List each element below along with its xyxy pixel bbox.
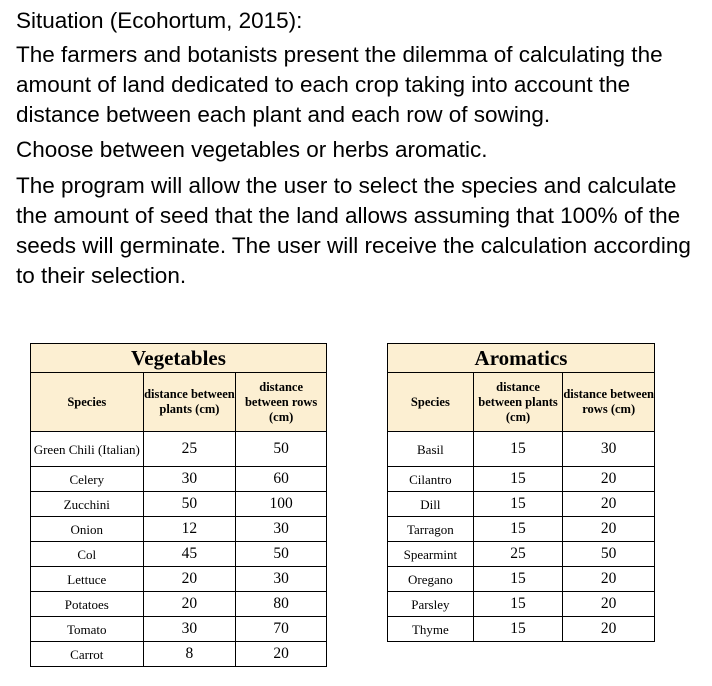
row-distance-cell: 20	[236, 642, 327, 667]
row-distance-cell: 20	[563, 492, 655, 517]
vegetables-table	[30, 343, 327, 667]
plant-distance-cell: 15	[473, 432, 563, 467]
plant-distance-cell: 15	[473, 592, 563, 617]
row-distance-cell: 20	[563, 517, 655, 542]
plant-distance-cell: 30	[143, 467, 236, 492]
species-cell: Green Chili (Italian)	[31, 432, 144, 467]
table-row	[388, 492, 655, 517]
row-distance-cell: 50	[236, 432, 327, 467]
row-distance-cell: 20	[563, 592, 655, 617]
row-distance-cell: 50	[563, 542, 655, 567]
table-row	[31, 592, 327, 617]
plant-distance-cell: 30	[143, 617, 236, 642]
row-distance-cell: 20	[563, 467, 655, 492]
aromatics-header-species: Species	[388, 373, 474, 432]
plant-distance-cell: 15	[473, 517, 563, 542]
table-row	[31, 432, 327, 467]
plant-distance-cell: 20	[143, 592, 236, 617]
plant-distance-cell: 15	[473, 467, 563, 492]
row-distance-cell: 30	[236, 567, 327, 592]
plant-distance-cell: 15	[473, 567, 563, 592]
row-distance-cell: 50	[236, 542, 327, 567]
aromatics-header-plant-distance: distance between plants (cm)	[473, 373, 563, 432]
plant-distance-cell: 45	[143, 542, 236, 567]
plant-distance-cell: 15	[473, 617, 563, 642]
species-cell: Oregano	[388, 567, 474, 592]
species-cell: Tarragon	[388, 517, 474, 542]
species-cell: Tomato	[31, 617, 144, 642]
species-cell: Carrot	[31, 642, 144, 667]
species-cell: Basil	[388, 432, 474, 467]
species-cell: Potatoes	[31, 592, 144, 617]
row-distance-cell: 20	[563, 567, 655, 592]
vegetables-header-row-distance: distance between rows (cm)	[236, 373, 327, 432]
table-row	[31, 642, 327, 667]
table-row	[388, 592, 655, 617]
table-row	[388, 542, 655, 567]
row-distance-cell: 70	[236, 617, 327, 642]
plant-distance-cell: 8	[143, 642, 236, 667]
aromatics-table	[387, 343, 655, 642]
plant-distance-cell: 25	[143, 432, 236, 467]
row-distance-cell: 20	[563, 617, 655, 642]
table-row	[31, 567, 327, 592]
intro-paragraph-program: The program will allow the user to select the species and calculate the amount of seed that the land allows assuming that 100% of the seeds will germinate. The user will receive the calculation according to their selection.	[16, 173, 691, 288]
species-cell: Parsley	[388, 592, 474, 617]
table-row	[388, 432, 655, 467]
situation-heading: Situation (Ecohortum, 2015):	[16, 8, 303, 33]
row-distance-cell: 30	[563, 432, 655, 467]
species-cell: Lettuce	[31, 567, 144, 592]
aromatics-header-row-distance: distance between rows (cm)	[563, 373, 655, 432]
row-distance-cell: 60	[236, 467, 327, 492]
plant-distance-cell: 20	[143, 567, 236, 592]
table-row	[31, 492, 327, 517]
intro-paragraph-dilemma: The farmers and botanists present the dilemma of calculating the amount of land dedicated to each crop taking into account the distance between each plant and each row of sowing.	[16, 42, 663, 127]
species-cell: Dill	[388, 492, 474, 517]
intro-paragraph-choose: Choose between vegetables or herbs aromatic.	[16, 137, 488, 162]
vegetables-title: Vegetables	[31, 344, 327, 373]
table-row	[31, 542, 327, 567]
row-distance-cell: 80	[236, 592, 327, 617]
intro-text	[16, 6, 706, 291]
row-distance-cell: 100	[236, 492, 327, 517]
vegetables-header-plant-distance: distance between plants (cm)	[143, 373, 236, 432]
table-row	[31, 517, 327, 542]
species-cell: Celery	[31, 467, 144, 492]
aromatics-title: Aromatics	[388, 344, 655, 373]
plant-distance-cell: 15	[473, 492, 563, 517]
species-cell: Thyme	[388, 617, 474, 642]
species-cell: Col	[31, 542, 144, 567]
species-cell: Cilantro	[388, 467, 474, 492]
vegetables-header-species: Species	[31, 373, 144, 432]
table-row	[31, 467, 327, 492]
plant-distance-cell: 50	[143, 492, 236, 517]
species-cell: Onion	[31, 517, 144, 542]
table-row	[31, 617, 327, 642]
plant-distance-cell: 25	[473, 542, 563, 567]
species-cell: Spearmint	[388, 542, 474, 567]
table-row	[388, 517, 655, 542]
table-row	[388, 617, 655, 642]
table-row	[388, 567, 655, 592]
species-cell: Zucchini	[31, 492, 144, 517]
table-row	[388, 467, 655, 492]
plant-distance-cell: 12	[143, 517, 236, 542]
row-distance-cell: 30	[236, 517, 327, 542]
